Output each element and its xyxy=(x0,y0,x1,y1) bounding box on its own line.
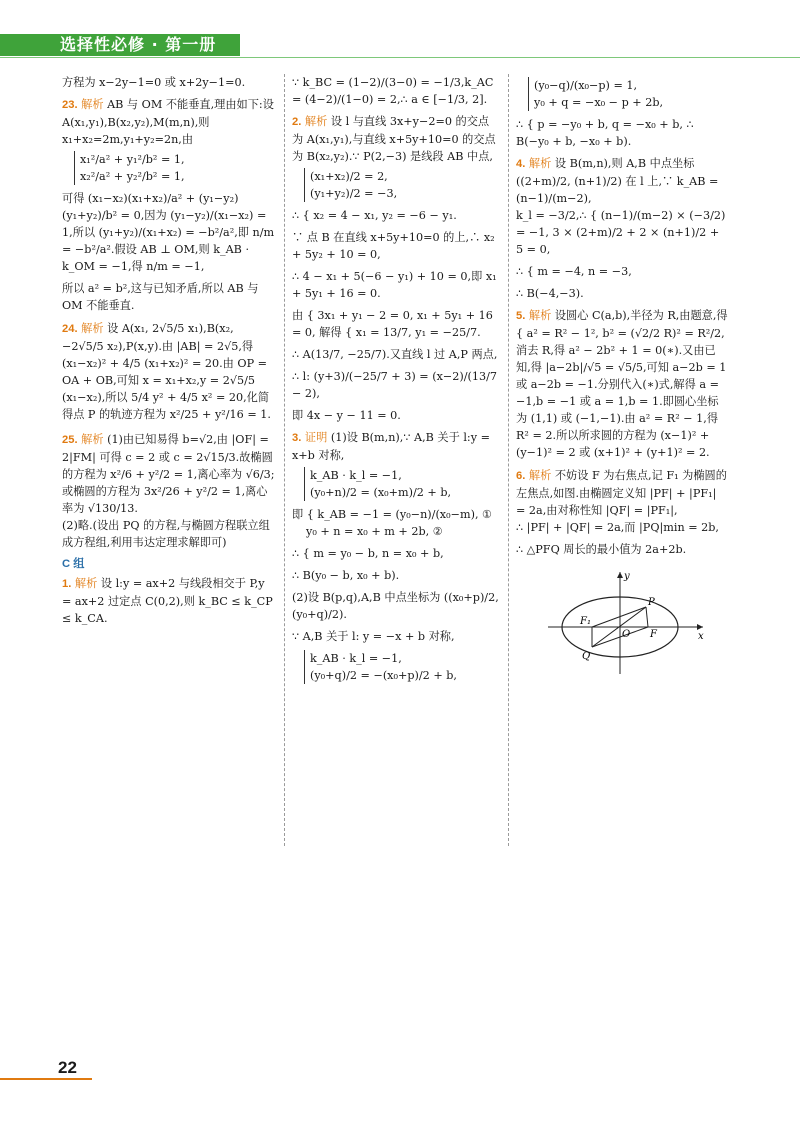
equation-system xyxy=(304,650,500,684)
answer-text: k_l = −3/2,∴ { (n−1)/(m−2) × (−3/2) = −1, 3 × (2+m)/2 + 2 × (n+1)/2 + 5 = 0, xyxy=(516,209,726,256)
equation: x₂²/a² + y₂²/b² = 1, xyxy=(80,170,185,183)
x-axis-arrow xyxy=(697,624,703,630)
equation-system xyxy=(304,168,500,202)
header-rule xyxy=(0,57,800,58)
equation: (y₀+q)/2 = −(x₀+p)/2 + b, xyxy=(310,669,457,682)
equation: ∴ { x₂ = 4 − x₁, y₂ = −6 − y₁. xyxy=(292,209,457,222)
column-2 xyxy=(292,74,500,689)
label-y: y xyxy=(624,571,630,582)
question-number: 25. xyxy=(62,434,78,446)
answer-text: AB 与 OM 不能垂直,理由如下:设 A(x₁,y₁),B(x₂,y₂),M(m,n),则 x₁+x₂=2m,y₁+y₂=2n,由 xyxy=(62,98,274,146)
answer-text: ∵ 点 B 在直线 x+5y+10=0 的上,∴ x₂ + 5y₂ + 10 = 0, xyxy=(292,231,495,261)
answer-text: (1)由已知易得 b=√2,由 |OF| = 2|FM| 可得 c = 2 或 c = 2√15/3.故椭圆的方程为 x²/6 + y²/2 = 1,离心率为 √6/3;或椭圆的方程为 3x²/26 + y²/2 = 1,离心率为 √130/13. xyxy=(62,433,275,515)
equation: (y₀+n)/2 = (x₀+m)/2 + b, xyxy=(310,486,452,499)
label-x: x xyxy=(698,631,704,642)
answer-4 xyxy=(516,155,728,302)
label-f: F xyxy=(650,629,657,640)
answer-23 xyxy=(62,96,277,314)
answer-text: ∴ △PFQ 周长的最小值为 2a+2b. xyxy=(516,543,687,556)
question-number: 23. xyxy=(62,99,78,111)
answer-text: ∴ |PF| + |QF| = 2a,而 |PQ|min = 2b, xyxy=(516,521,719,534)
equation: k_AB · k_l = −1, xyxy=(310,652,402,665)
equation: 即 { k_AB = −1 = (y₀−n)/(x₀−m), ① xyxy=(292,508,493,521)
question-number: 1. xyxy=(62,578,72,590)
answer-text: 所以 a² = b²,这与已知矛盾,所以 AB 与 OM 不能垂直. xyxy=(62,282,259,312)
equation: (x₁+x₂)/2 = 2, xyxy=(310,170,388,183)
equation: ∴ { p = −y₀ + b, q = −x₀ + b, ∴ B(−y₀ + b, −x₀ + b). xyxy=(516,118,694,148)
equation-system xyxy=(528,77,728,111)
answer-label: 解析 xyxy=(528,310,552,322)
answer-3 xyxy=(292,429,500,684)
segment-pf xyxy=(646,607,648,627)
question-number: 3. xyxy=(292,432,302,444)
answer-text: 由 { 3x₁ + y₁ − 2 = 0, x₁ + 5y₁ + 16 = 0, 解得 { x₁ = 13/7, y₁ = −25/7. xyxy=(292,309,493,339)
answer-text: 设圆心 C(a,b),半径为 R,由题意,得 { a² = R² − 1², b² = (√2/2 R)² = R²/2, 消去 R,得 a² − 2b² + 1 = 0(∗).又由已知,得 |a−2b|/√5 = √5/5,可知 a−2b = 1 或 a−2b = −1.分别代入(∗)式,解得 a = −1,b = −1 或 a = 1,b = 1.即圆心坐标为 (1,1) 或 (−1,−1).由 a² = R² − 1,得 R² = 2.所以所求圆的方程为 (x−1)² + (y−1)² = 2 或 (x+1)² + (y+1)² = 2. xyxy=(516,309,728,459)
equation: (y₀−q)/(x₀−p) = 1, xyxy=(534,79,638,92)
text-line: 方程为 x−2y−1=0 或 x+2y−1=0. xyxy=(62,76,246,89)
answer-text: 设 A(x₁, 2√5/5 x₁),B(x₂, −2√5/5 x₂),P(x,y).由 |AB| = 2√5,得 (x₁−x₂)² + 4/5 (x₁+x₂)² = 20.由 OP = OA + OB,可知 x = x₁+x₂,y = 2√5/5 (x₁−x₂),所以 5/4 y² + 4/5 x² = 20,化简得点 P 的轨迹方程为 x²/25 + y²/16 = 1. xyxy=(62,322,271,421)
answer-label: 解析 xyxy=(81,323,104,335)
column-divider xyxy=(508,74,509,846)
answer-text: ∴ l: (y+3)/(−25/7 + 3) = (x−2)/(13/7 − 2), xyxy=(292,370,497,400)
answer-text: 设 l 与直线 3x+y−2=0 的交点为 A(x₁,y₁),与直线 x+5y+10=0 的交点为 B(x₂,y₂).∵ P(2,−3) 是线段 AB 中点, xyxy=(292,115,496,163)
equation-system xyxy=(74,151,277,185)
answer-text: 设 l:y = ax+2 与线段相交于 P,y = ax+2 过定点 C(0,2),则 k_BC ≤ k_CP ≤ k_CA. xyxy=(62,577,273,625)
answer-text: 设 B(m,n),则 A,B 中点坐标 ((2+m)/2, (n+1)/2) 在 l 上,∵ k_AB = (n−1)/(m−2), xyxy=(516,157,719,205)
segment-pf1 xyxy=(592,607,646,627)
ellipse-figure xyxy=(538,569,708,679)
answer-text: (2)略.(设出 PQ 的方程,与椭圆方程联立组成方程组,利用韦达定理求解即可) xyxy=(62,519,270,549)
question-number: 4. xyxy=(516,158,526,170)
answer-label: 解析 xyxy=(74,578,98,590)
answer-text: ∴ 4 − x₁ + 5(−6 − y₁) + 10 = 0,即 x₁ + 5y₁ + 16 = 0. xyxy=(292,270,497,300)
label-q: Q xyxy=(582,651,591,662)
column-3 xyxy=(516,74,728,684)
label-o: O xyxy=(622,629,631,640)
equation-system xyxy=(304,467,500,501)
answer-2 xyxy=(292,113,500,424)
question-number: 6. xyxy=(516,470,526,482)
label-f1: F₁ xyxy=(580,616,591,627)
label-p: P xyxy=(648,597,655,608)
question-number: 2. xyxy=(292,116,302,128)
equation: y₀ + q = −x₀ − p + 2b, xyxy=(534,96,664,109)
answer-text: ∵ A,B 关于 l: y = −x + b 对称, xyxy=(292,630,455,643)
text-line: ∵ k_BC = (1−2)/(3−0) = −1/3,k_AC = (4−2)/(1−0) = 2,∴ a ∈ [−1/3, 2]. xyxy=(292,76,494,106)
answer-label: 解析 xyxy=(81,99,104,111)
answer-text: 即 4x − y − 11 = 0. xyxy=(292,409,401,422)
page-number-rule xyxy=(0,1078,92,1080)
equation: x₁²/a² + y₁²/b² = 1, xyxy=(80,153,185,166)
y-axis-arrow xyxy=(617,572,623,578)
answer-label: 解析 xyxy=(81,434,104,446)
answer-text: (2)设 B(p,q),A,B 中点坐标为 ((x₀+p)/2, (y₀+q)/2). xyxy=(292,591,499,621)
answer-text: 不妨设 F 为右焦点,记 F₁ 为椭圆的左焦点,如图.由椭圆定义知 |PF| + |PF₁| = 2a,由对称性知 |QF| = |PF₁|, xyxy=(516,469,727,517)
equation: y₀ + n = x₀ + m + 2b, ② xyxy=(306,525,443,538)
answer-25 xyxy=(62,431,277,551)
answer-text: (1)设 B(m,n),∵ A,B 关于 l:y = x+b 对称, xyxy=(292,431,490,462)
equation: (y₁+y₂)/2 = −3, xyxy=(310,187,398,200)
answer-c1 xyxy=(62,575,277,627)
answer-24 xyxy=(62,320,277,423)
column-divider xyxy=(284,74,285,846)
answer-label: 解析 xyxy=(528,158,552,170)
answer-text: ∴ A(13/7, −25/7).又直线 l 过 A,P 两点, xyxy=(292,348,498,361)
page-header-title: 选择性必修 · 第一册 xyxy=(60,35,217,54)
column-1 xyxy=(62,74,277,627)
answer-text: 可得 (x₁−x₂)(x₁+x₂)/a² + (y₁−y₂)(y₁+y₂)/b² = 0,因为 (y₁−y₂)/(x₁−x₂) = 1,所以 (y₁+y₂)/(x₁+x₂) = −b²/a²,即 n/m = −b²/a².假设 AB ⊥ OM,则 k_AB · k_OM = −1,得 n/m = −1, xyxy=(62,192,275,273)
group-heading: C 组 xyxy=(62,558,85,570)
equation: k_AB · k_l = −1, xyxy=(310,469,402,482)
equation: ∴ B(y₀ − b, x₀ + b). xyxy=(292,569,400,582)
answer-label: 证明 xyxy=(304,432,328,444)
question-number: 24. xyxy=(62,323,78,335)
answer-text: ∴ { m = −4, n = −3, xyxy=(516,265,632,278)
answer-label: 解析 xyxy=(304,116,328,128)
question-number: 5. xyxy=(516,310,526,322)
answer-label: 解析 xyxy=(528,470,552,482)
equation: ∴ { m = y₀ − b, n = x₀ + b, xyxy=(292,547,444,560)
answer-6 xyxy=(516,467,728,558)
answer-text: ∴ B(−4,−3). xyxy=(516,287,584,300)
page-number: 22 xyxy=(58,1058,77,1077)
answer-5 xyxy=(516,307,728,461)
